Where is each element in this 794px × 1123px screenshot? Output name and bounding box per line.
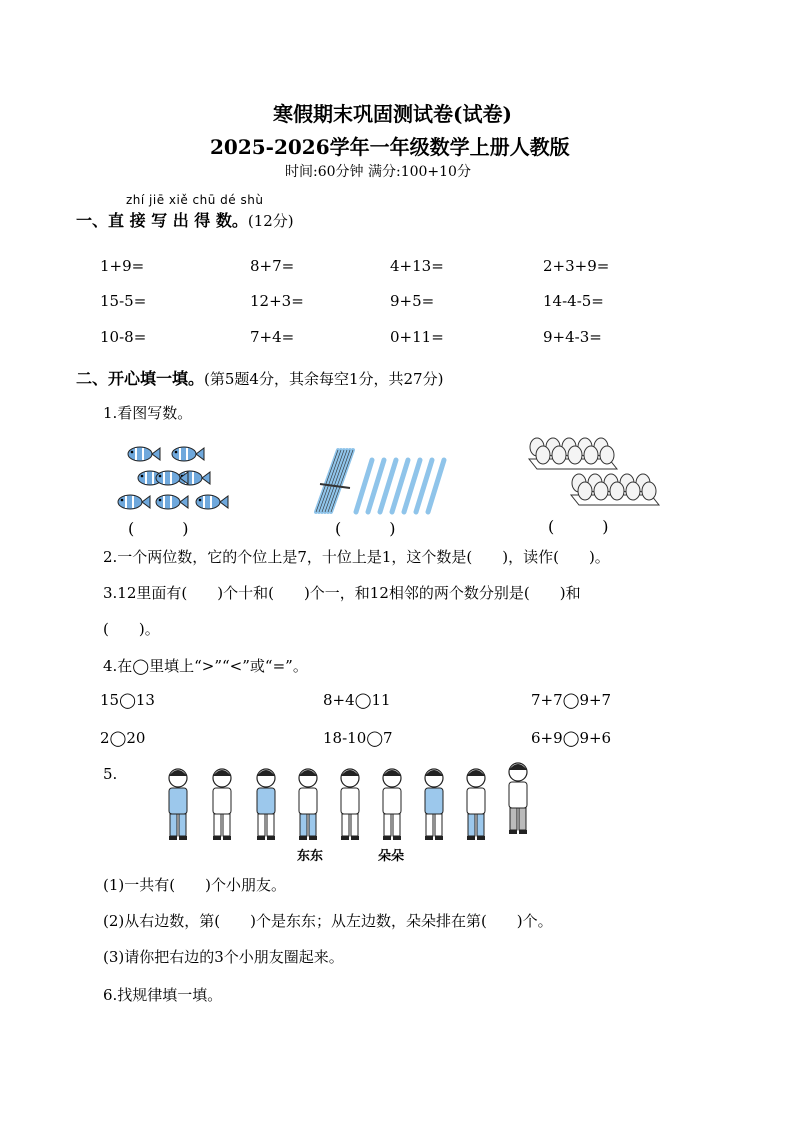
q5-3-text: (3)请你把右边的3个小朋友圈起来。 bbox=[103, 948, 344, 966]
egg-carton-icon bbox=[529, 438, 617, 469]
fish-group-icon bbox=[112, 440, 227, 515]
egg-icon bbox=[610, 482, 624, 500]
child-icon bbox=[509, 763, 527, 834]
calc-item: 15-5= bbox=[100, 292, 147, 310]
q4-text: 4.在◯里填上“>”“<”或“=”。 bbox=[103, 657, 308, 675]
q3-text-line2: ( )。 bbox=[103, 620, 160, 638]
section2-title: 二、开心填一填。 bbox=[76, 369, 205, 388]
compare-item: 7+7◯9+7 bbox=[531, 691, 612, 709]
q1-text: 1.看图写数。 bbox=[103, 404, 193, 422]
label-duoduo: 朵朵 bbox=[378, 849, 405, 864]
egg-icon bbox=[568, 446, 582, 464]
egg-icon bbox=[552, 446, 566, 464]
child-icon bbox=[169, 769, 187, 840]
compare-item: 8+4◯11 bbox=[323, 691, 391, 709]
egg-icon bbox=[600, 446, 614, 464]
title-line-2: 2025-2026学年一年级数学上册人教版 bbox=[210, 135, 570, 159]
calc-item: 9+4-3= bbox=[543, 328, 602, 346]
q5-number: 5. bbox=[103, 765, 118, 783]
calc-item: 7+4= bbox=[250, 328, 295, 346]
egg-icon bbox=[536, 446, 550, 464]
calc-item: 2+3+9= bbox=[543, 257, 610, 275]
exam-meta: 时间:60分钟 满分:100+10分 bbox=[285, 164, 471, 180]
section2-heading bbox=[76, 366, 443, 389]
calc-item: 8+7= bbox=[250, 257, 295, 275]
section1-pinyin: zhí jiē xiě chū dé shù bbox=[126, 193, 264, 207]
q1-answer-eggs[interactable]: ( ) bbox=[548, 517, 609, 536]
child-icon bbox=[341, 769, 359, 840]
q1-answer-fish[interactable]: ( ) bbox=[128, 519, 189, 538]
stick-bundle-icon bbox=[316, 450, 353, 512]
child-icon bbox=[383, 769, 401, 840]
egg-icon bbox=[578, 482, 592, 500]
children-row-icon bbox=[160, 762, 540, 844]
q6-text: 6.找规律填一填。 bbox=[103, 986, 223, 1004]
child-icon bbox=[425, 769, 443, 840]
egg-icon bbox=[626, 482, 640, 500]
calc-item: 4+13= bbox=[390, 257, 444, 275]
calc-item: 9+5= bbox=[390, 292, 435, 310]
q1-answer-sticks[interactable]: ( ) bbox=[335, 519, 396, 538]
child-icon bbox=[299, 769, 317, 840]
compare-item: 2◯20 bbox=[100, 729, 146, 747]
section1-score: (12分) bbox=[247, 212, 294, 230]
fish-icon bbox=[172, 447, 204, 461]
child-icon bbox=[467, 769, 485, 840]
fish-icon bbox=[118, 495, 150, 509]
compare-item: 6+9◯9+6 bbox=[531, 729, 612, 747]
title-line-1: 寒假期末巩固测试卷(试卷) bbox=[273, 102, 512, 126]
section2-note: (第5题4分，其余每空1分，共27分) bbox=[204, 370, 444, 388]
calc-item: 1+9= bbox=[100, 257, 145, 275]
q3-text-line1: 3.12里面有( )个十和( )个一，和12相邻的两个数分别是( )和 bbox=[103, 584, 581, 602]
egg-icon bbox=[594, 482, 608, 500]
section1-heading bbox=[76, 208, 294, 231]
compare-item: 18-10◯7 bbox=[323, 729, 393, 747]
egg-carton-icon bbox=[571, 474, 659, 505]
calc-item: 10-8= bbox=[100, 328, 147, 346]
calc-item: 12+3= bbox=[250, 292, 304, 310]
child-icon bbox=[257, 769, 275, 840]
q5-2-text: (2)从右边数，第( )个是东东；从左边数，朵朵排在第( )个。 bbox=[103, 912, 553, 930]
calc-item: 14-4-5= bbox=[543, 292, 604, 310]
compare-item: 15◯13 bbox=[100, 691, 155, 709]
egg-icon bbox=[584, 446, 598, 464]
calc-item: 0+11= bbox=[390, 328, 444, 346]
section1-title: 一、直 接 写 出 得 数。 bbox=[76, 211, 248, 230]
q2-text: 2.一个两位数，它的个位上是7，十位上是1，这个数是( )，读作( )。 bbox=[103, 548, 610, 566]
label-dongdong: 东东 bbox=[297, 849, 324, 864]
egg-icon bbox=[642, 482, 656, 500]
child-icon bbox=[213, 769, 231, 840]
fish-icon bbox=[128, 447, 160, 461]
sticks-bundle-icon bbox=[312, 448, 442, 518]
q5-1-text: (1)一共有( )个小朋友。 bbox=[103, 876, 286, 894]
fish-icon bbox=[196, 495, 228, 509]
eggs-cartons-icon bbox=[527, 435, 667, 510]
fish-icon bbox=[156, 495, 188, 509]
